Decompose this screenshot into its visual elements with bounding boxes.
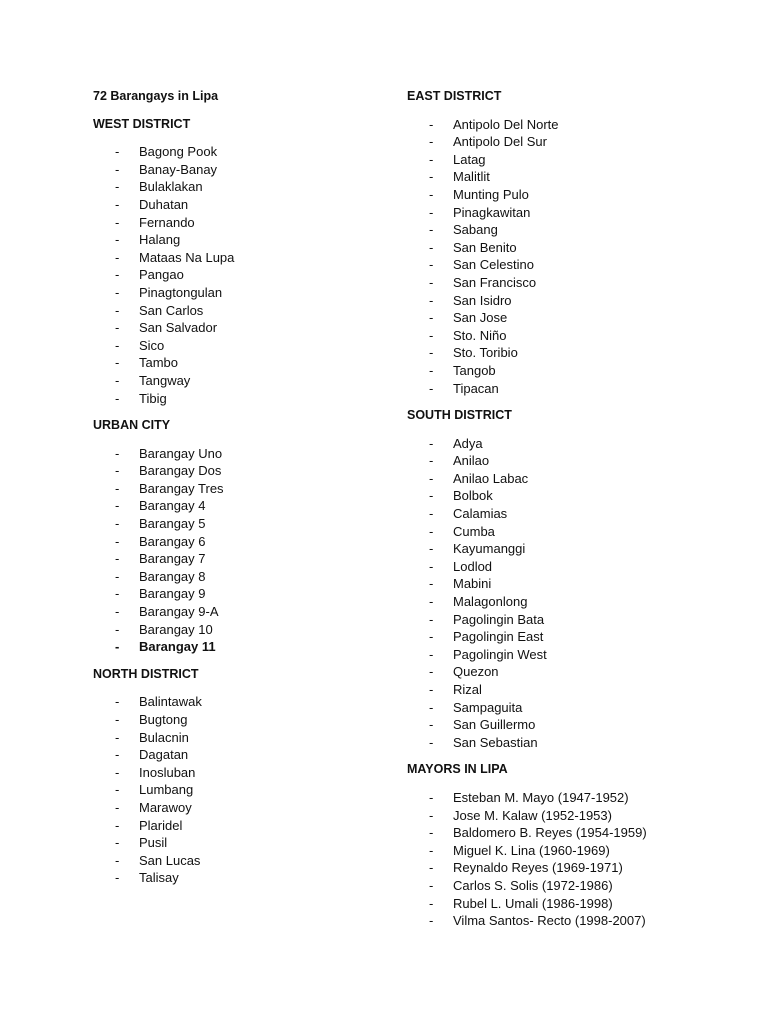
bullet-dash: - [429, 345, 434, 361]
list-item [93, 354, 423, 372]
bullet-dash: - [115, 568, 120, 584]
list-item [407, 663, 737, 681]
bullet-dash: - [429, 292, 434, 308]
bullet-dash: - [115, 196, 120, 212]
list-item [407, 699, 737, 717]
list-item [407, 593, 737, 611]
bullet-dash: - [429, 222, 434, 238]
list-item-text: Rubel L. Umali (1986-1998) [453, 895, 613, 911]
list-item [407, 168, 737, 186]
list-item-text: Mataas Na Lupa [139, 249, 235, 265]
list-item-text: Cumba [453, 523, 495, 539]
bullet-dash: - [115, 516, 120, 532]
list-item-text: Sabang [453, 222, 498, 238]
list-item [93, 231, 423, 249]
bullet-dash: - [115, 870, 120, 886]
list-item [93, 550, 423, 568]
bullet-dash: - [429, 204, 434, 220]
list-item-text: Vilma Santos- Recto (1998-2007) [453, 913, 646, 929]
bullet-dash: - [115, 232, 120, 248]
section-heading-west-district: WEST DISTRICT [93, 116, 191, 131]
bullet-dash: - [429, 362, 434, 378]
list-west-district [93, 143, 423, 407]
list-item [93, 568, 423, 586]
bullet-dash: - [429, 257, 434, 273]
right-sections [407, 88, 737, 930]
bullet-dash: - [115, 694, 120, 710]
bullet-dash: - [429, 717, 434, 733]
section-heading-east-district: EAST DISTRICT [407, 89, 502, 103]
bullet-dash: - [429, 734, 434, 750]
bullet-dash: - [429, 860, 434, 876]
bullet-dash: - [429, 169, 434, 185]
bullet-dash: - [429, 523, 434, 539]
bullet-dash: - [429, 327, 434, 343]
bullet-dash: - [429, 611, 434, 627]
list-item-text: Esteban M. Mayo (1947-1952) [453, 789, 629, 805]
list-item [407, 256, 737, 274]
bullet-dash: - [115, 214, 120, 230]
list-item-text: Barangay 10 [139, 621, 213, 637]
list-item [407, 204, 737, 222]
list-item-text: Jose M. Kalaw (1952-1953) [453, 807, 612, 823]
bullet-dash: - [115, 639, 120, 655]
list-item [407, 327, 737, 345]
bullet-dash: - [115, 817, 120, 833]
bullet-dash: - [115, 747, 120, 763]
bullet-dash: - [115, 852, 120, 868]
list-south-district [407, 435, 737, 752]
list-east-district [407, 116, 737, 398]
list-item-text: Calamias [453, 506, 508, 522]
list-item [407, 435, 737, 453]
bullet-dash: - [115, 480, 120, 496]
list-item [93, 638, 423, 656]
bullet-dash: - [429, 807, 434, 823]
bullet-dash: - [115, 320, 120, 336]
list-item-text: Miguel K. Lina (1960-1969) [453, 842, 610, 858]
list-item-text: Sico [139, 337, 165, 353]
bullet-dash: - [429, 274, 434, 290]
list-item [93, 178, 423, 196]
list-item [407, 575, 737, 593]
list-item [407, 452, 737, 470]
list-item [407, 362, 737, 380]
bullet-dash: - [429, 576, 434, 592]
left-sections [93, 116, 423, 887]
bullet-dash: - [429, 186, 434, 202]
list-item [93, 161, 423, 179]
bullet-dash: - [429, 877, 434, 893]
bullet-dash: - [115, 782, 120, 798]
section-heading-north-district: NORTH DISTRICT [93, 666, 199, 681]
list-item [407, 274, 737, 292]
list-item [407, 681, 737, 699]
bullet-dash: - [115, 586, 120, 602]
list-item [93, 214, 423, 232]
bullet-dash: - [429, 629, 434, 645]
list-item-text: Barangay 5 [139, 516, 206, 532]
bullet-dash: - [429, 310, 434, 326]
bullet-dash: - [115, 498, 120, 514]
list-item [93, 781, 423, 799]
list-item-text: Munting Pulo [453, 186, 529, 202]
left-column [93, 88, 423, 897]
list-item-text: Tibig [139, 390, 167, 406]
bullet-dash: - [429, 594, 434, 610]
right-column [407, 88, 737, 940]
bullet-dash: - [429, 380, 434, 396]
list-item [93, 515, 423, 533]
list-item [93, 302, 423, 320]
list-item [93, 817, 423, 835]
list-item [407, 646, 737, 664]
list-item [93, 852, 423, 870]
list-item-text: Anilao Labac [453, 470, 529, 486]
list-item-text: Pagolingin West [453, 646, 547, 662]
bullet-dash: - [115, 179, 120, 195]
list-item-text: Bulacnin [139, 729, 189, 745]
list-item-text: Antipolo Del Norte [453, 116, 559, 132]
list-item [407, 344, 737, 362]
list-item [407, 116, 737, 134]
list-item-text: Tangway [139, 372, 191, 388]
bullet-dash: - [115, 729, 120, 745]
list-item [407, 895, 737, 913]
list-item [93, 497, 423, 515]
bullet-dash: - [115, 337, 120, 353]
list-item-text: Tangob [453, 362, 496, 378]
list-item [93, 445, 423, 463]
list-item-text: San Salvador [139, 320, 218, 336]
list-item-text: Sampaguita [453, 699, 523, 715]
list-item-text: Pinagkawitan [453, 204, 531, 220]
list-item-text: Kayumanggi [453, 541, 526, 557]
bullet-dash: - [429, 664, 434, 680]
list-urban-city [93, 445, 423, 656]
list-item [93, 249, 423, 267]
bullet-dash: - [115, 604, 120, 620]
bullet-dash: - [429, 699, 434, 715]
bullet-dash: - [429, 842, 434, 858]
bullet-dash: - [429, 453, 434, 469]
list-item-text: Lumbang [139, 782, 194, 798]
list-item-text: Baldomero B. Reyes (1954-1959) [453, 825, 647, 841]
list-item-text: Malitlit [453, 169, 490, 185]
bullet-dash: - [115, 302, 120, 318]
bullet-dash: - [115, 249, 120, 265]
list-item-text: Rizal [453, 682, 482, 697]
list-item-text: Banay-Banay [139, 161, 218, 177]
bullet-dash: - [115, 463, 120, 479]
list-item [407, 628, 737, 646]
list-item [93, 585, 423, 603]
list-item-text: Anilao [453, 453, 490, 469]
list-item [93, 621, 423, 639]
list-item [407, 611, 737, 629]
list-item [407, 380, 737, 398]
bullet-dash: - [115, 355, 120, 371]
bullet-dash: - [115, 267, 120, 283]
list-item-text: Barangay 9-A [139, 604, 219, 620]
list-item-text: Lodlod [453, 558, 493, 574]
list-item-text: Pangao [139, 267, 184, 283]
list-item [407, 239, 737, 257]
list-item [93, 764, 423, 782]
list-item [407, 716, 737, 734]
list-item [407, 505, 737, 523]
list-item [407, 523, 737, 541]
section-heading-south-district: SOUTH DISTRICT [407, 408, 512, 423]
bullet-dash: - [115, 372, 120, 388]
list-item-text: Talisay [139, 870, 179, 886]
bullet-dash: - [429, 541, 434, 557]
bullet-dash: - [429, 239, 434, 255]
bullet-dash: - [115, 835, 120, 851]
list-item-text: Barangay 11 [139, 639, 216, 655]
list-item [93, 266, 423, 284]
list-item-text: Tipacan [453, 380, 499, 396]
list-item [407, 912, 737, 930]
list-item-text: San Isidro [453, 292, 512, 308]
list-item [93, 196, 423, 214]
list-item [407, 558, 737, 576]
list-item [407, 789, 737, 807]
bullet-dash: - [429, 682, 434, 697]
list-item-text: Halang [139, 232, 181, 248]
list-item [93, 869, 423, 887]
list-item [407, 470, 737, 488]
list-item-text: Tambo [139, 355, 179, 371]
bullet-dash: - [115, 712, 120, 727]
list-item-text: San Lucas [139, 852, 201, 868]
list-item-text: Inosluban [139, 764, 196, 780]
bullet-dash: - [115, 390, 120, 406]
list-item-text: San Jose [453, 310, 508, 326]
list-item [93, 834, 423, 852]
list-item [407, 859, 737, 877]
list-item [93, 337, 423, 355]
list-item-text: Barangay Tres [139, 480, 224, 496]
bullet-dash: - [115, 799, 120, 815]
list-item [407, 292, 737, 310]
list-item [407, 734, 737, 752]
list-item-text: Pagolingin East [453, 629, 544, 645]
bullet-dash: - [115, 161, 120, 177]
list-item [93, 533, 423, 551]
list-item-text: Marawoy [139, 799, 192, 815]
list-item [93, 746, 423, 764]
bullet-dash: - [115, 551, 120, 567]
bullet-dash: - [429, 789, 434, 805]
list-item [93, 729, 423, 747]
list-item-text: San Sebastian [453, 734, 538, 750]
list-item [93, 372, 423, 390]
list-item-text: San Francisco [453, 274, 537, 290]
list-item [407, 877, 737, 895]
list-item [407, 842, 737, 860]
list-item-text: Adya [453, 435, 483, 451]
list-item-text: Barangay 4 [139, 498, 206, 514]
list-item [93, 711, 423, 729]
bullet-dash: - [429, 435, 434, 451]
list-item [93, 319, 423, 337]
list-item-text: San Benito [453, 239, 517, 255]
list-item [93, 480, 423, 498]
list-item-text: San Guillermo [453, 717, 536, 733]
list-item-text: Bagong Pook [139, 144, 218, 160]
list-item-text: Malagonlong [453, 594, 528, 610]
section-heading-urban-city: URBAN CITY [93, 418, 171, 433]
list-item-text: Barangay 9 [139, 586, 206, 602]
list-item-text: Barangay Dos [139, 463, 222, 479]
list-item-text: Dagatan [139, 747, 189, 763]
list-item [93, 693, 423, 711]
list-item [93, 462, 423, 480]
list-item-text: Bulaklakan [139, 179, 203, 195]
list-item [407, 487, 737, 505]
document-title: 72 Barangays in Lipa [93, 89, 219, 103]
list-item [93, 799, 423, 817]
list-item [407, 133, 737, 151]
list-item-text: Mabini [453, 576, 492, 592]
bullet-dash: - [429, 646, 434, 662]
list-item [93, 603, 423, 621]
bullet-dash: - [429, 913, 434, 929]
list-item-text: Reynaldo Reyes (1969-1971) [453, 860, 623, 876]
list-item-text: Duhatan [139, 196, 189, 212]
bullet-dash: - [115, 621, 120, 637]
list-item-text: Sto. Niño [453, 327, 507, 343]
section-heading-mayors-in-lipa: MAYORS IN LIPA [407, 762, 508, 777]
list-item-text: Plaridel [139, 817, 183, 833]
list-item-text: Antipolo Del Sur [453, 134, 547, 150]
bullet-dash: - [429, 895, 434, 911]
bullet-dash: - [429, 151, 434, 167]
list-item [93, 143, 423, 161]
bullet-dash: - [115, 764, 120, 780]
list-item-text: Barangay 7 [139, 551, 206, 567]
list-item-text: Quezon [453, 664, 499, 680]
list-item-text: Carlos S. Solis (1972-1986) [453, 877, 613, 893]
list-item-text: Barangay 8 [139, 568, 206, 584]
list-item-text: Latag [453, 151, 486, 167]
list-item-text: Pinagtongulan [139, 284, 223, 300]
list-item [407, 151, 737, 169]
list-item [407, 221, 737, 239]
list-item-text: Pusil [139, 835, 168, 851]
list-item [407, 824, 737, 842]
bullet-dash: - [429, 506, 434, 522]
list-item-text: San Celestino [453, 257, 534, 273]
list-item-text: Barangay 6 [139, 533, 206, 549]
bullet-dash: - [115, 445, 120, 461]
list-item-text: Pagolingin Bata [453, 611, 545, 627]
bullet-dash: - [115, 144, 120, 160]
bullet-dash: - [429, 470, 434, 486]
list-item-text: Fernando [139, 214, 195, 230]
list-item [93, 390, 423, 408]
list-item-text: Bugtong [139, 712, 188, 727]
list-item [407, 807, 737, 825]
list-item [407, 186, 737, 204]
list-item-text: Balintawak [139, 694, 202, 710]
list-item-text: Bolbok [453, 488, 493, 504]
list-item-text: Sto. Toribio [453, 345, 518, 361]
list-item-text: San Carlos [139, 302, 204, 318]
bullet-dash: - [429, 116, 434, 132]
bullet-dash: - [115, 284, 120, 300]
bullet-dash: - [429, 558, 434, 574]
list-north-district [93, 693, 423, 887]
bullet-dash: - [115, 533, 120, 549]
list-item [93, 284, 423, 302]
list-mayors-in-lipa [407, 789, 737, 930]
bullet-dash: - [429, 488, 434, 504]
bullet-dash: - [429, 825, 434, 841]
bullet-dash: - [429, 134, 434, 150]
list-item [407, 309, 737, 327]
list-item-text: Barangay Uno [139, 445, 223, 461]
list-item [407, 540, 737, 558]
